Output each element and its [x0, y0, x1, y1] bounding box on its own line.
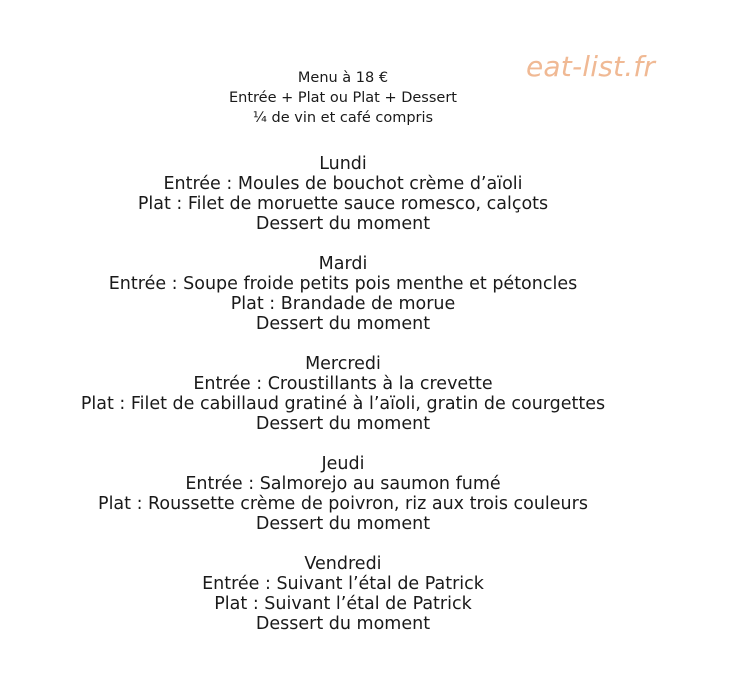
day-plat: Plat : Roussette crème de poivron, riz aux trois couleurs	[98, 494, 588, 514]
day-plat: Plat : Brandade de morue	[230, 294, 456, 314]
day-dessert: Dessert du moment	[255, 314, 431, 334]
menu-formula: Entrée + Plat ou Plat + Dessert	[229, 90, 457, 106]
day-name: Lundi	[319, 154, 367, 174]
day-entree: Entrée : Moules de bouchot crème d’aïoli	[163, 174, 523, 194]
menu-price-title: Menu à 18 €	[297, 70, 389, 86]
day-monday	[0, 154, 686, 234]
day-dessert: Dessert du moment	[255, 614, 431, 634]
weekly-menu	[0, 154, 686, 654]
day-wednesday	[0, 354, 686, 434]
day-plat: Plat : Filet de cabillaud gratiné à l’aïoli, gratin de courgettes	[80, 394, 606, 414]
day-thursday	[0, 454, 686, 534]
day-dessert: Dessert du moment	[255, 514, 431, 534]
day-name: Mercredi	[305, 354, 381, 374]
day-entree: Entrée : Soupe froide petits pois menthe et pétoncles	[108, 274, 578, 294]
day-name: Jeudi	[321, 454, 365, 474]
day-name: Mardi	[318, 254, 368, 274]
menu-header	[0, 68, 686, 128]
watermark-logo: eat-list.fr	[526, 50, 656, 83]
day-entree: Entrée : Suivant l’étal de Patrick	[202, 574, 484, 594]
day-tuesday	[0, 254, 686, 334]
day-friday	[0, 554, 686, 634]
day-plat: Plat : Filet de moruette sauce romesco, calçots	[137, 194, 549, 214]
menu-included: ¼ de vin et café compris	[252, 110, 434, 126]
day-entree: Entrée : Salmorejo au saumon fumé	[185, 474, 501, 494]
day-dessert: Dessert du moment	[255, 214, 431, 234]
day-name: Vendredi	[304, 554, 382, 574]
day-entree: Entrée : Croustillants à la crevette	[193, 374, 493, 394]
day-plat: Plat : Suivant l’étal de Patrick	[214, 594, 472, 614]
day-dessert: Dessert du moment	[255, 414, 431, 434]
